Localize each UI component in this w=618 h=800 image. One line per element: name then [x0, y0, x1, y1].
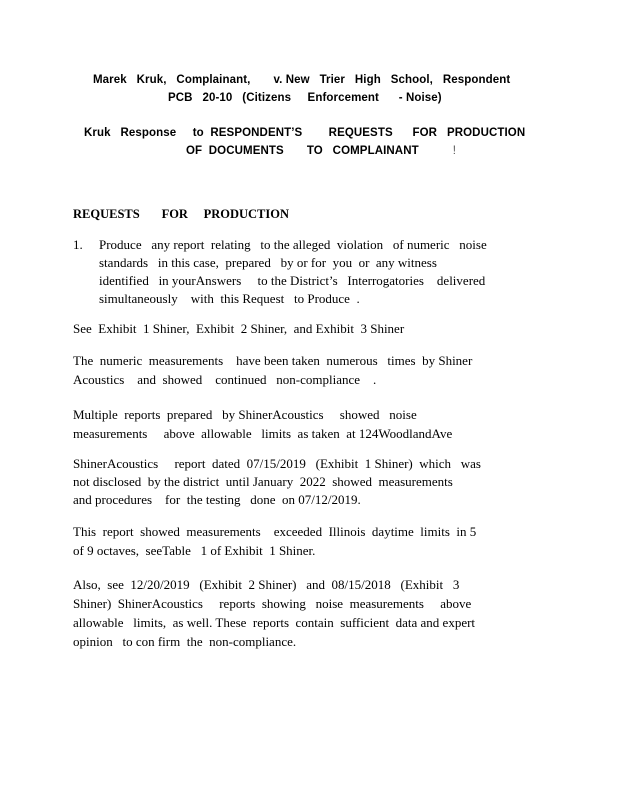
paragraph-3-line-1: ShinerAcoustics report dated 07/15/2019 (Exhibit 1 Shiner) which was: [73, 456, 481, 471]
paragraph-1-line-1: The numeric measurements have been taken numerous times by Shiner: [73, 353, 473, 368]
response-title-mark: !: [452, 145, 457, 157]
paragraph-3-line-3: and procedures for the testing done on 07/12/2019.: [73, 492, 361, 507]
paragraph-1-line-2: Acoustics and showed continued non-compliance .: [73, 372, 377, 387]
paragraph-5-line-1: Also, see 12/20/2019 (Exhibit 2 Shiner) and 08/15/2018 (Exhibit 3: [73, 577, 460, 592]
response-title-line-2: [186, 145, 456, 157]
paragraph-2-line-2: measurements above allowable limits as taken at 124WoodlandAve: [73, 426, 453, 441]
request-text-line-3: identified in yourAnswers to the District’s Interrogatories delivered: [99, 273, 486, 288]
paragraph-2-line-1: Multiple reports prepared by ShinerAcoustics showed noise: [73, 407, 417, 422]
paragraph-5-line-4: opinion to con firm the non-compliance.: [73, 634, 297, 649]
request-text-line-1: Produce any report relating to the alleged violation of numeric noise: [99, 237, 487, 252]
paragraph-5-line-3: allowable limits, as well. These reports contain sufficient data and expert: [73, 615, 476, 630]
paragraph-3-line-2: not disclosed by the district until January 2022 showed measurements: [73, 474, 453, 489]
paragraph-4-line-2: of 9 octaves, seeTable 1 of Exhibit 1 Shiner.: [73, 543, 316, 558]
case-caption-line-1: Marek Kruk, Complainant, v. New Trier High School, Respondent: [93, 74, 511, 86]
request-text-line-4: simultaneously with this Request to Produce .: [99, 291, 360, 306]
request-text-line-2: standards in this case, prepared by or for you or any witness: [99, 255, 437, 270]
response-title-line-1: Kruk Response to RESPONDENT’S REQUESTS FOR PRODUCTION: [84, 127, 526, 139]
paragraph-4-line-1: This report showed measurements exceeded Illinois daytime limits in 5: [73, 524, 477, 539]
case-caption-line-2: PCB 20-10 (Citizens Enforcement - Noise): [168, 92, 442, 104]
response-title-line-2-text: OF DOCUMENTS TO COMPLAINANT: [186, 145, 419, 157]
section-heading: REQUESTS FOR PRODUCTION: [73, 207, 289, 221]
paragraph-5-line-2: Shiner) ShinerAcoustics reports showing noise measurements above: [73, 596, 472, 611]
exhibits-line: See Exhibit 1 Shiner, Exhibit 2 Shiner, and Exhibit 3 Shiner: [73, 321, 405, 336]
request-number: 1.: [73, 237, 83, 252]
